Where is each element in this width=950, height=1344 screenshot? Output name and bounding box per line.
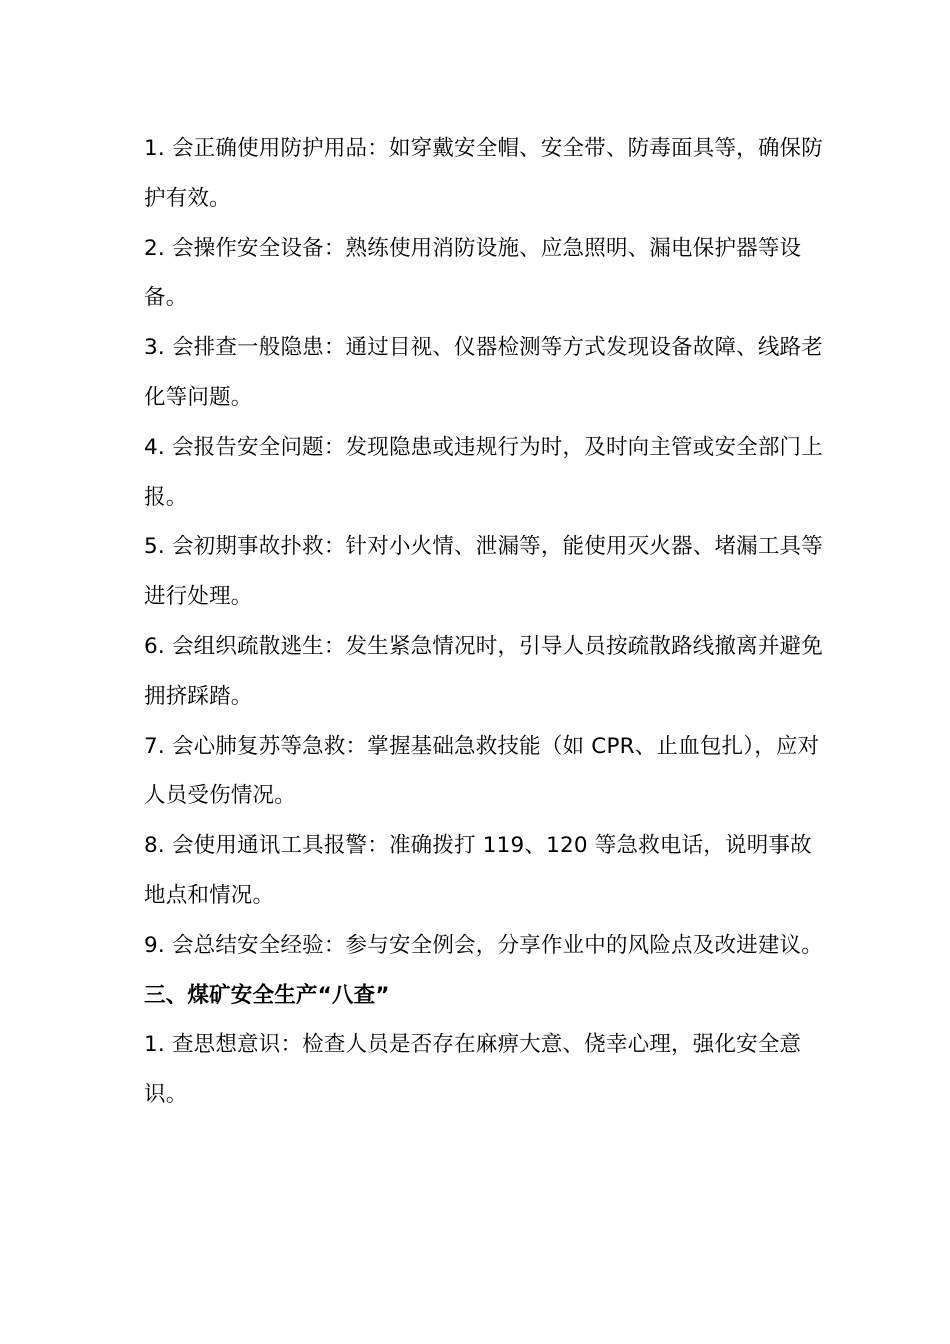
list-item: 6. 会组织疏散逃生：发生紧急情况时，引导人员按疏散路线撤离并避免拥挤踩踏。 [144, 633, 823, 709]
list-item: 3. 会排查一般隐患：通过目视、仪器检测等方式发现设备故障、线路老化等问题。 [144, 335, 823, 410]
list-item: 7. 会心肺复苏等急救：掌握基础急救技能（如 CPR、止血包扎），应对人员受伤情况。 [144, 733, 820, 809]
list-item: 2. 会操作安全设备：熟练使用消防设施、应急照明、漏电保护器等设备。 [144, 235, 802, 311]
list-item: 1. 会正确使用防护用品：如穿戴安全帽、安全带、防毒面具等，确保防护有效。 [144, 136, 823, 211]
document-body [144, 124, 824, 1120]
list-item: 8. 会使用通讯工具报警：准确拨打 119、120 等急救电话，说明事故地点和情况。 [144, 833, 812, 908]
list-item: 1. 查思想意识：检查人员是否存在麻痹大意、侥幸心理，强化安全意识。 [144, 1032, 802, 1108]
list-item: 5. 会初期事故扑救：针对小火情、泄漏等，能使用灭火器、堵漏工具等进行处理。 [144, 534, 823, 610]
list-item: 9. 会总结安全经验：参与安全例会，分享作业中的风险点及改进建议。 [144, 932, 823, 958]
section-heading: 三、煤矿安全生产“八查” [144, 982, 390, 1008]
list-item: 4. 会报告安全问题：发现隐患或违规行为时，及时向主管或安全部门上报。 [144, 434, 823, 510]
